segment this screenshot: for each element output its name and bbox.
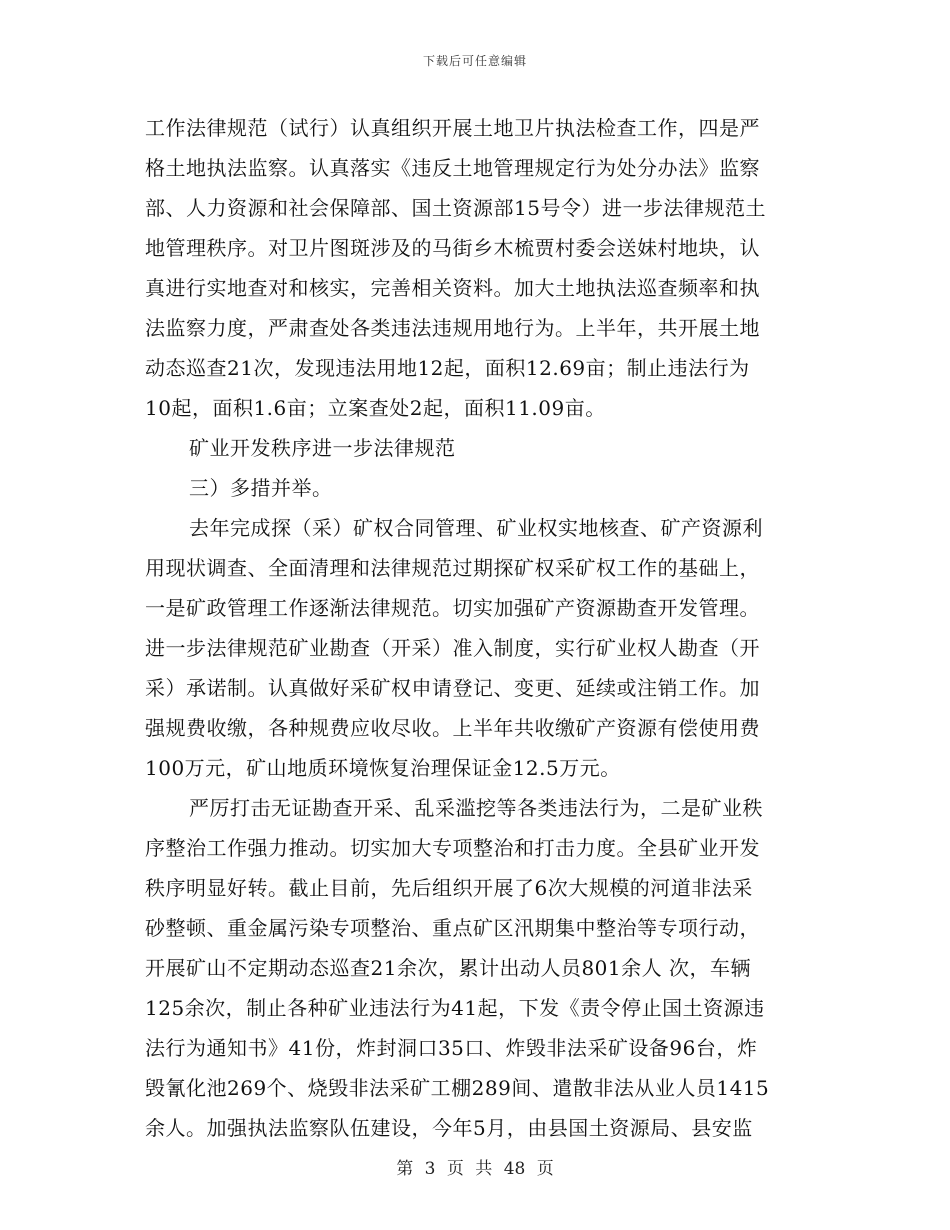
page-header: 下载后可任意编辑 [422,54,527,68]
paragraph-start: 严厉打击无证勘查开采、乱采滥挖等各类违法行为，二是矿业秩 [189,796,763,820]
body-line: 强规费收缴，各种规费应收尽收。上半年共收缴矿产资源有偿使用费 [145,716,760,740]
body-line: 动态巡查21次，发现违法用地12起，面积12.69亩；制止违法行为 [145,356,750,380]
document-body [145,108,805,1148]
page-footer: 第 3 页 共 48 页 [396,1159,554,1179]
body-line: 工作法律规范（试行）认真组织开展土地卫片执法检查工作，四是严 [145,116,760,140]
body-line: 一是矿政管理工作逐渐法律规范。切实加强矿产资源勘查开发管理。 [145,596,760,620]
body-line: 进一步法律规范矿业勘查（开采）准入制度，实行矿业权人勘查（开 [145,636,760,660]
body-line: 采）承诺制。认真做好采矿权申请登记、变更、延续或注销工作。加 [145,676,760,700]
body-line: 法行为通知书》41份，炸封洞口35口、炸毁非法采矿设备96台，炸 [145,1036,758,1060]
body-line: 真进行实地查对和核实，完善相关资料。加大土地执法巡查频率和执 [145,276,760,300]
body-line: 秩序明显好转。截止目前，先后组织开展了6次大规模的河道非法采 [145,876,753,900]
body-line: 法监察力度，严肃查处各类违法违规用地行为。上半年，共开展土地 [145,316,760,340]
body-line: 砂整顿、重金属污染专项整治、重点矿区汛期集中整治等专项行动， [145,916,760,940]
body-line: 序整治工作强力推动。切实加大专项整治和打击力度。全县矿业开发 [145,836,760,860]
body-line: 开展矿山不定期动态巡查21余次，累计出动人员801余人 次，车辆 [145,956,751,980]
body-line: 部、人力资源和社会保障部、国土资源部15号令）进一步法律规范土 [145,196,766,220]
body-line: 用现状调查、全面清理和法律规范过期探矿权采矿权工作的基础上， [145,556,760,580]
body-line: 10起，面积1.6亩；立案查处2起，面积11.09亩。 [145,396,606,420]
body-line: 余人。加强执法监察队伍建设，今年5月，由县国土资源局、县安监 [145,1116,753,1140]
body-line: 地管理秩序。对卫片图斑涉及的马街乡木梳贾村委会送妹村地块，认 [145,236,760,260]
section-heading: 三）多措并举。 [189,476,333,500]
body-line: 125余次，制止各种矿业违法行为41起，下发《责令停止国土资源违 [145,996,765,1020]
paragraph-start: 去年完成探（采）矿权合同管理、矿业权实地核查、矿产资源利 [189,516,763,540]
section-heading: 矿业开发秩序进一步法律规范 [189,436,456,460]
body-line: 毁氰化池269个、烧毁非法采矿工棚289间、遣散非法从业人员1415 [145,1076,770,1100]
body-line: 格土地执法监察。认真落实《违反土地管理规定行为处分办法》监察 [145,156,760,180]
body-line: 100万元，矿山地质环境恢复治理保证金12.5万元。 [145,756,621,780]
